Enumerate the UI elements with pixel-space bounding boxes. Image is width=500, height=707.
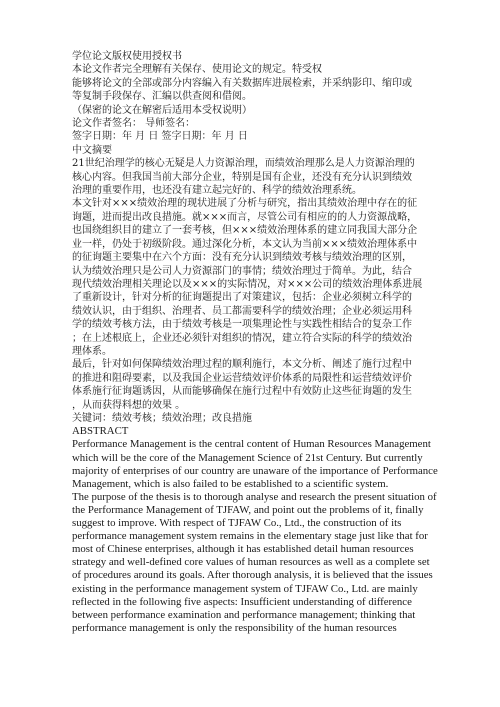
signature-line: 论文作者签名： 导师签名： xyxy=(72,118,196,130)
abstract-cn-line: 学的绩效考核方法，由于绩效考核是一项集理论性与实践性相结合的复杂工作 xyxy=(72,319,412,331)
abstract-cn-line: 业一样，仍处于初级阶段。通过深化分析，本文认为当前×××绩效治理体系中 xyxy=(72,238,418,250)
abstract-en-line: reflected in the following five aspects: Insufficient understanding of difference xyxy=(72,595,412,608)
abstract-cn-line: 核心内容。但我国当前大部分企业，特别是国有企业，还没有充分认识到绩效 xyxy=(72,171,412,183)
abstract-en-line: between performance examination and performance management; thinking that xyxy=(72,608,416,621)
abstract-cn-line: 治理的重要作用，也还没有建立起完好的、科学的绩效治理系统。 xyxy=(72,185,362,197)
abstract-en-heading: ABSTRACT xyxy=(72,425,129,438)
copyright-line: 能够将论文的全部或部分内容编入有关数据库进展检索，并采纳影印、缩印或 xyxy=(72,77,412,89)
copyright-line: 本论文作者完全理解有关保存、使用论文的规定。特受权 xyxy=(72,64,322,76)
abstract-cn-line: 体系施行征询题诱因，从而能够确保在施行过程中有效防止这些征询题的发生 xyxy=(72,386,412,398)
abstract-en-line: existing in the performance management system of TJFAW Co., Ltd. are mainly xyxy=(72,582,418,595)
abstract-en-line: which will be the core of the Management Science of 21st Century. But currently xyxy=(72,451,423,464)
abstract-en-line: The purpose of the thesis is to thorough analyse and research the present situation of xyxy=(72,490,437,503)
abstract-cn-line: 现代绩效治理相关理论以及×××的实际情况，对×××公司的绩效治理体系进展 xyxy=(72,278,423,290)
abstract-en-line: Performance Management is the central content of Human Resources Management xyxy=(72,438,431,451)
abstract-cn-line: 询题，进而提出改良措施。就×××而言，尽管公司有相应的的人力资源战略， xyxy=(72,211,418,223)
abstract-cn-line: ，从而获得料想的效果 。 xyxy=(72,399,186,411)
abstract-cn-line: 最后，针对如何保障绩效治理过程的顺利施行，本文分析、阐述了施行过程中 xyxy=(72,359,412,371)
keywords-line: 关键词：绩效考核；绩效治理；改良措施 xyxy=(72,412,252,424)
abstract-en-line: performance management is only the responsibility of the human resources xyxy=(72,621,397,634)
copyright-line: 等复制手段保存、汇编以供查阅和借阅。 xyxy=(72,91,252,103)
copyright-line: （保密的论文在解密后适用本受权说明） xyxy=(72,104,252,116)
abstract-cn-line: 认为绩效治理只是公司人力资源部门的事情；绩效治理过于简单。为此，结合 xyxy=(72,265,412,277)
abstract-cn-line: 的推进和阻碍要素，以及我国企业运营绩效评价体系的局限性和运营绩效评价 xyxy=(72,372,412,384)
date-line: 签字日期：年 月 日 签字日期：年 月 日 xyxy=(72,131,248,143)
abstract-cn-line: 绩效认识，由于组织、治理者、员工都需要科学的绩效治理；企业必须运用科 xyxy=(72,305,412,317)
abstract-en-line: strategy and well-defined core values of human resources as well as a complete set xyxy=(72,556,430,569)
abstract-en-line: most of Chinese enterprises, although it has established detail human resources xyxy=(72,543,414,556)
abstract-en-line: the Performance Management of TJFAW, and point out the problems of it, finally xyxy=(72,503,424,516)
abstract-cn-heading: 中文摘要 xyxy=(72,144,112,156)
copyright-title: 学位论文版权使用授权书 xyxy=(72,51,182,62)
abstract-en-line: majority of enterprises of our country are unaware of the importance of Performance xyxy=(72,464,438,477)
document-page xyxy=(72,50,438,635)
abstract-cn-line: 也国绕组织目的建立了一套考核，但×××绩效治理体系的建立同我国大部分企 xyxy=(72,225,418,237)
abstract-cn-line: ；在上述根底上，企业还必须针对组织的情况，建立符合实际的科学的绩效治 xyxy=(72,332,412,344)
abstract-en-line: suggest to improve. With respect of TJFAW Co., Ltd., the construction of its xyxy=(72,517,402,530)
abstract-cn-line: 21世纪治理学的核心无疑是人力资源治理，而绩效治理那么是人力资源治理的 xyxy=(72,158,415,170)
abstract-en-line: performance management system remains in the elementary stage just like that for xyxy=(72,530,428,543)
abstract-cn-line: 的征询题主要集中在六个方面：没有充分认识到绩效考核与绩效治理的区别， xyxy=(72,252,412,264)
abstract-en-line: Management, which is also failed to be established to a scientific system. xyxy=(72,477,389,490)
abstract-cn-line: 了重新设计，针对分析的征询题提出了对策建议，包括：企业必须树立科学的 xyxy=(72,292,412,304)
abstract-en-line: of procedures around its goals. After thorough analysis, it is believed that the issues xyxy=(72,569,433,582)
abstract-cn-line: 理体系。 xyxy=(72,345,112,357)
abstract-cn-line: 本文针对×××绩效治理的现状进展了分析与研究，指出其绩效治理中存在的征 xyxy=(72,198,418,210)
